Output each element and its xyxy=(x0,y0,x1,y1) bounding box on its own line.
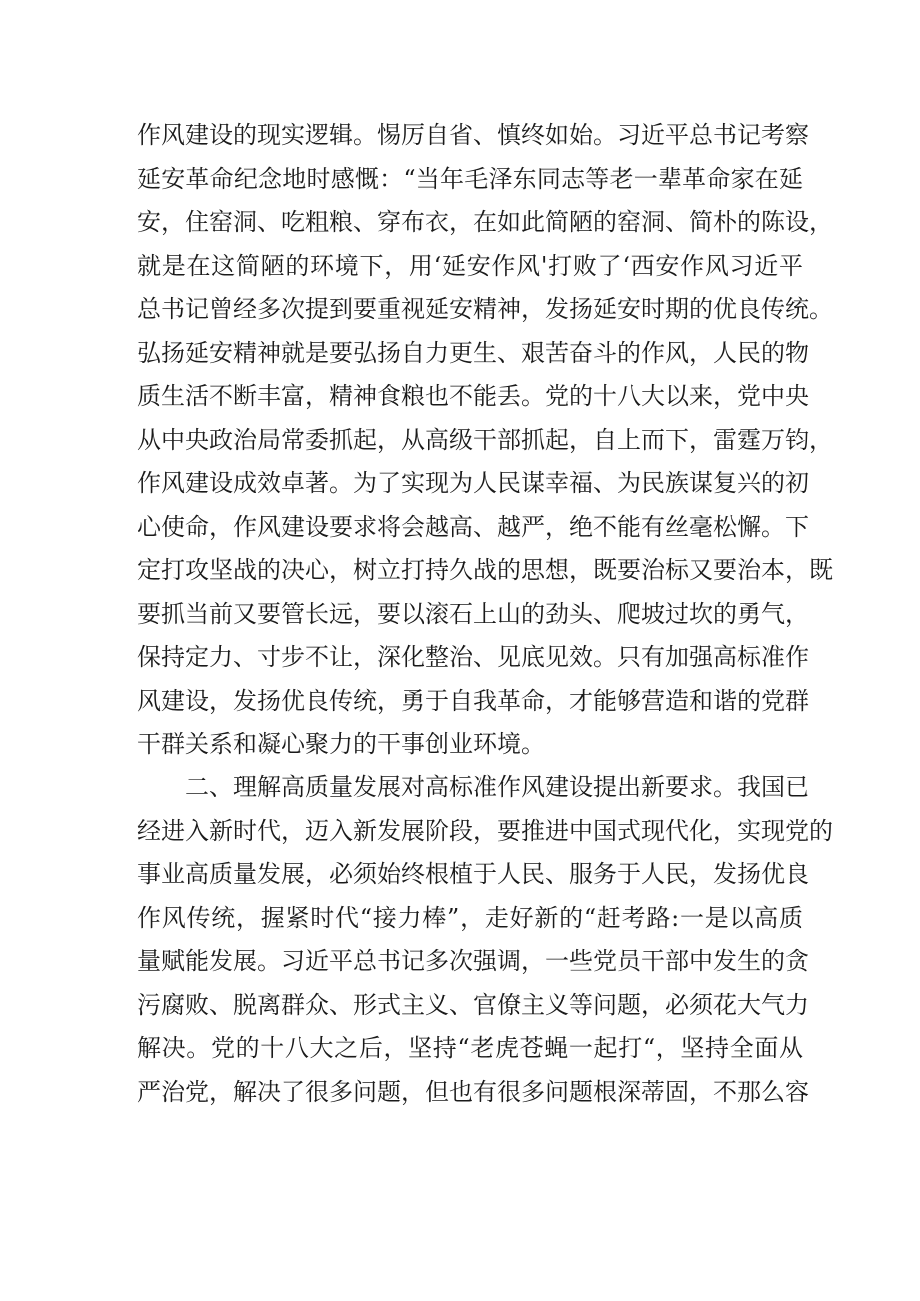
text-line: 量赋能发展。习近平总书记多次强调，一些党员干部中发生的贪 xyxy=(137,947,809,975)
paragraph-1 xyxy=(137,114,833,767)
text-line: 严治党，解决了很多问题，但也有很多问题根深蒂固，不那么容 xyxy=(137,1077,809,1106)
text-line: 作风建设的现实逻辑。惕厉自省、慎终如始。习近平总书记考察 xyxy=(137,121,809,149)
text-line: 风建设，发扬优良传统，勇于自我革命，才能够营造和谐的党群 xyxy=(137,686,809,715)
text-line: 从中央政治局常委抓起，从高级干部抓起，自上而下，雷霆万钧， xyxy=(137,425,833,454)
text-line: 解决。党的十八大之后，坚持“老虎苍蝇一起打“，坚持全面从 xyxy=(137,1034,803,1062)
text-line: 弘扬延安精神就是要弘扬自力更生、艰苦奋斗的作风，人民的物 xyxy=(137,338,809,367)
text-line: 作风传统，握紧时代“接力棒”，走好新的“赶考路:一是以高质 xyxy=(137,903,803,932)
text-line: 污腐败、脱离群众、形式主义、官僚主义等问题，必须花大气力 xyxy=(137,990,809,1019)
text-line: 心使命，作风建设要求将会越高、越严，绝不能有丝毫松懈。下 xyxy=(137,512,809,541)
text-line: 就是在这简陋的环境下，用‘延安作风'打败了‘西安作风习近平 xyxy=(137,251,803,280)
text-line: 二、理解高质量发展对高标准作风建设提出新要求。我国已 xyxy=(185,773,809,801)
text-line: 总书记曾经多次提到要重视延安精神，发扬延安时期的优良传统。 xyxy=(137,295,833,323)
text-line: 定打攻坚战的决心，树立打持久战的思想，既要治标又要治本，既 xyxy=(137,556,833,584)
text-line: 要抓当前又要管长远，要以滚石上山的劲头、爬坡过坎的勇气， xyxy=(137,599,809,628)
text-line: 保持定力、寸步不让，深化整治、见底见效。只有加强高标准作 xyxy=(137,643,809,671)
paragraph-2 xyxy=(137,766,833,1114)
text-line: 事业高质量发展，必须始终根植于人民、服务于人民，发扬优良 xyxy=(137,860,809,888)
text-line: 安，住窑洞、吃粗粮、穿布衣，在如此简陋的窑洞、简朴的陈设， xyxy=(137,208,833,236)
text-line: 延安革命纪念地时感慨：“当年毛泽东同志等老一辈革命家在延 xyxy=(137,164,803,193)
text-line: 作风建设成效卓著。为了实现为人民谋幸福、为民族谋复兴的初 xyxy=(137,469,809,497)
text-line: 质生活不断丰富，精神食粮也不能丢。党的十八大以来，党中央 xyxy=(137,382,809,410)
text-line: 经进入新时代，迈入新发展阶段，要推进中国式现代化，实现党的 xyxy=(137,816,833,845)
text-line: 干群关系和凝心聚力的干事创业环境。 xyxy=(137,730,545,758)
